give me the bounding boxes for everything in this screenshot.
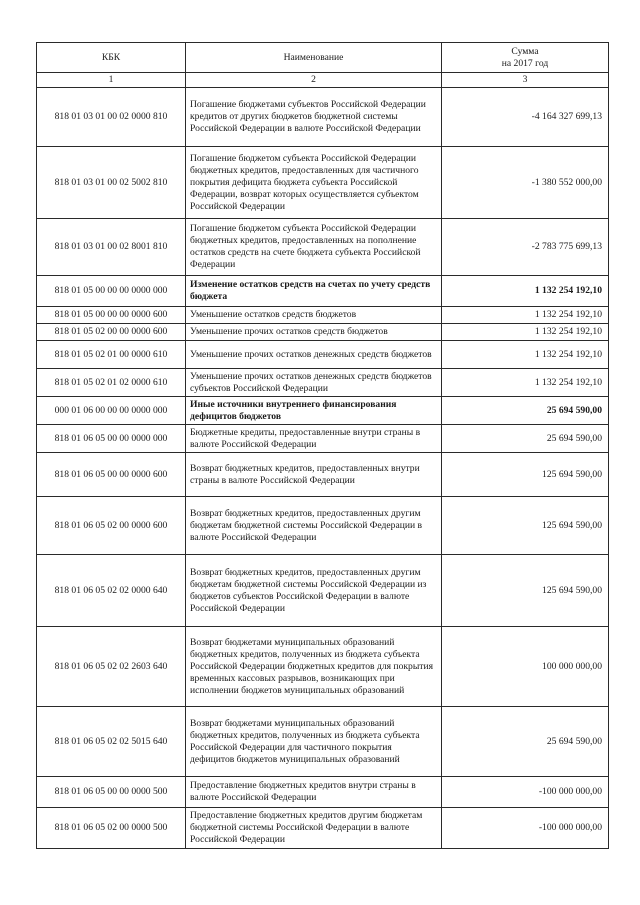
name-cell: Погашение бюджетом субъекта Российской Федерации бюджетных кредитов, предоставленных для частичного покрытия дефицита бюджета субъекта Российской Федерации, возврат которых осуществляется субъектом Российской Федерации — [186, 147, 442, 219]
table-row — [37, 147, 609, 219]
name-cell: Возврат бюджетами муниципальных образований бюджетных кредитов, полученных из бюджета субъекта Российской Федерации бюджетных кредитов для покрытия временных кассовых разрывов, возникающих при исполнении бюджетов муниципальных образований — [186, 627, 442, 707]
sum-cell: 125 694 590,00 — [442, 453, 609, 497]
header-kbk: КБК — [37, 43, 186, 73]
sum-cell: 100 000 000,00 — [442, 627, 609, 707]
name-cell: Уменьшение прочих остатков денежных средств бюджетов — [186, 341, 442, 369]
column-index-1: 1 — [37, 73, 186, 88]
kbk-cell: 818 01 05 00 00 00 0000 000 — [37, 276, 186, 307]
table-row — [37, 627, 609, 707]
table-row — [37, 341, 609, 369]
sum-cell: 125 694 590,00 — [442, 497, 609, 555]
table-row — [37, 369, 609, 397]
table-row — [37, 88, 609, 147]
name-cell: Погашение бюджетом субъекта Российской Федерации бюджетных кредитов, предоставленных на пополнение остатков средств на счете бюджета субъекта Российской Федерации — [186, 219, 442, 276]
kbk-cell: 818 01 05 02 01 00 0000 610 — [37, 341, 186, 369]
sum-cell: -100 000 000,00 — [442, 808, 609, 849]
sum-cell: -100 000 000,00 — [442, 777, 609, 808]
kbk-cell: 818 01 06 05 00 00 0000 500 — [37, 777, 186, 808]
table-row — [37, 707, 609, 777]
sum-cell: 1 132 254 192,10 — [442, 276, 609, 307]
column-index-3: 3 — [442, 73, 609, 88]
kbk-cell: 818 01 06 05 00 00 0000 600 — [37, 453, 186, 497]
sum-cell: -4 164 327 699,13 — [442, 88, 609, 147]
name-cell: Изменение остатков средств на счетах по учету средств бюджета — [186, 276, 442, 307]
name-cell: Возврат бюджетами муниципальных образований бюджетных кредитов, полученных из бюджета субъекта Российской Федерации для частичного покрытия дефицитов бюджетов муниципальных образований — [186, 707, 442, 777]
kbk-cell: 818 01 06 05 02 02 2603 640 — [37, 627, 186, 707]
sum-cell: 25 694 590,00 — [442, 397, 609, 425]
kbk-cell: 818 01 05 02 00 00 0000 600 — [37, 324, 186, 341]
name-cell: Погашение бюджетами субъектов Российской Федерации кредитов от других бюджетов бюджетной системы Российской Федерации в валюте Российской Федерации — [186, 88, 442, 147]
kbk-cell: 818 01 05 02 01 02 0000 610 — [37, 369, 186, 397]
sum-cell: 1 132 254 192,10 — [442, 341, 609, 369]
name-cell: Возврат бюджетных кредитов, предоставленных другим бюджетам бюджетной системы Российской Федерации в валюте Российской Федерации — [186, 497, 442, 555]
sum-cell: 1 132 254 192,10 — [442, 324, 609, 341]
header-name: Наименование — [186, 43, 442, 73]
sum-cell: 125 694 590,00 — [442, 555, 609, 627]
kbk-cell: 818 01 06 05 00 00 0000 000 — [37, 425, 186, 453]
sum-cell: -1 380 552 000,00 — [442, 147, 609, 219]
header-sum-line2: на 2017 год — [501, 57, 549, 69]
header-sum — [442, 43, 609, 73]
name-cell: Иные источники внутреннего финансирования дефицитов бюджетов — [186, 397, 442, 425]
kbk-cell: 818 01 03 01 00 02 8001 810 — [37, 219, 186, 276]
name-cell: Предоставление бюджетных кредитов внутри страны в валюте Российской Федерации — [186, 777, 442, 808]
column-index-row — [37, 73, 609, 88]
table-row — [37, 324, 609, 341]
name-cell: Уменьшение прочих остатков средств бюджетов — [186, 324, 442, 341]
header-sum-line1: Сумма — [511, 45, 539, 57]
table-row — [37, 497, 609, 555]
kbk-cell: 818 01 06 05 02 00 0000 600 — [37, 497, 186, 555]
kbk-cell: 818 01 05 00 00 00 0000 600 — [37, 307, 186, 324]
kbk-cell: 818 01 06 05 02 00 0000 500 — [37, 808, 186, 849]
sum-cell: 25 694 590,00 — [442, 707, 609, 777]
name-cell: Бюджетные кредиты, предоставленные внутри страны в валюте Российской Федерации — [186, 425, 442, 453]
table-row — [37, 777, 609, 808]
table-header-row — [37, 43, 609, 73]
table-row — [37, 397, 609, 425]
table-row — [37, 425, 609, 453]
name-cell: Возврат бюджетных кредитов, предоставленных другим бюджетам бюджетной системы Российской Федерации из бюджетов субъектов Российской Федерации в валюте Российской Федерации — [186, 555, 442, 627]
kbk-cell: 818 01 06 05 02 02 0000 640 — [37, 555, 186, 627]
table-row — [37, 219, 609, 276]
table-row — [37, 808, 609, 849]
sum-cell: -2 783 775 699,13 — [442, 219, 609, 276]
sum-cell: 1 132 254 192,10 — [442, 307, 609, 324]
name-cell: Уменьшение прочих остатков денежных средств бюджетов субъектов Российской Федерации — [186, 369, 442, 397]
table-row — [37, 307, 609, 324]
name-cell: Уменьшение остатков средств бюджетов — [186, 307, 442, 324]
kbk-cell: 818 01 06 05 02 02 5015 640 — [37, 707, 186, 777]
table-row — [37, 555, 609, 627]
sum-cell: 25 694 590,00 — [442, 425, 609, 453]
budget-sources-table — [36, 42, 609, 849]
table-row — [37, 453, 609, 497]
kbk-cell: 818 01 03 01 00 02 5002 810 — [37, 147, 186, 219]
kbk-cell: 000 01 06 00 00 00 0000 000 — [37, 397, 186, 425]
table-body — [37, 88, 609, 849]
kbk-cell: 818 01 03 01 00 02 0000 810 — [37, 88, 186, 147]
column-index-2: 2 — [186, 73, 442, 88]
name-cell: Предоставление бюджетных кредитов другим бюджетам бюджетной системы Российской Федерации в валюте Российской Федерации — [186, 808, 442, 849]
document-page — [36, 42, 608, 849]
sum-cell: 1 132 254 192,10 — [442, 369, 609, 397]
table-row — [37, 276, 609, 307]
name-cell: Возврат бюджетных кредитов, предоставленных внутри страны в валюте Российской Федерации — [186, 453, 442, 497]
